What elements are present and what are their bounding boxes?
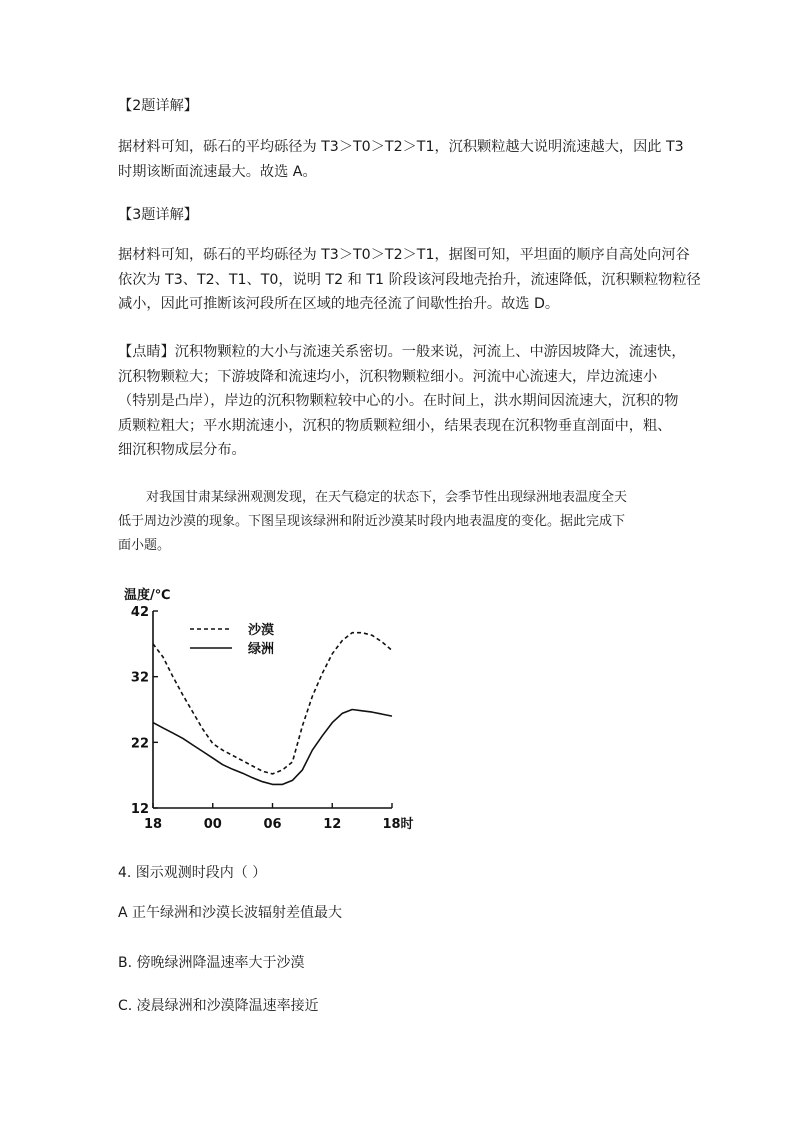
heading-text: 【2题详解】 <box>118 98 198 114</box>
x-tick-label: 00 <box>203 817 222 832</box>
paragraph-line: 沉积物颗粒大；下游坡降和流速均小，沉积物颗粒细小。河流中心流速大，岸边流速小 <box>118 368 658 385</box>
section-3-body <box>118 243 701 317</box>
y-tick-label: 32 <box>130 670 149 686</box>
question-intro <box>118 486 678 558</box>
paragraph-line: 质颗粒粗大；平水期流速小，沉积的物质颗粒细小，结果表现在沉积物垂直剖面中，粗、 <box>118 417 672 434</box>
temperature-chart <box>110 580 430 840</box>
x-tick-label: 18 <box>143 817 163 832</box>
intro-line: 低于周边沙漠的现象。下图呈现该绿洲和附近沙漠某时段内地表温度的变化。据此完成下 <box>118 514 626 529</box>
section-2-heading <box>118 94 678 119</box>
y-axis-label: 温度/℃ <box>124 588 171 603</box>
paragraph-line: 据材料可知，砾石的平均砾径为 T3＞T0＞T2＞T1，据图可知，平坦面的顺序自高处向河谷 <box>118 247 690 263</box>
question-4-stem: 4. 图示观测时段内（ ） <box>118 865 267 881</box>
intro-line: 对我国甘肃某绿洲观测发现，在天气稳定的状态下，会季节性出现绿洲地表温度全天 <box>146 490 628 505</box>
section-3-heading <box>118 203 678 228</box>
x-tick-label: 18时 <box>382 817 414 832</box>
heading-text: 【3题详解】 <box>118 207 198 223</box>
paragraph-line: 据材料可知，砾石的平均砾径为 T3＞T0＞T2＞T1，沉积颗粒越大说明流速越大，因此 T3 <box>118 139 684 155</box>
paragraph-line: 减小，因此可推断该河段所在区域的地壳径流了间歇性抬升。故选 D。 <box>118 296 560 312</box>
chart-legend <box>190 622 274 657</box>
paragraph-line: 时期该断面流速最大。故选 A。 <box>118 163 317 180</box>
tip-paragraph <box>118 340 686 463</box>
x-tick-label: 12 <box>323 817 342 832</box>
option-b[interactable]: B. 傍晚绿洲降温速率大于沙漠 <box>118 955 305 971</box>
paragraph-line: 【点睛】沉积物颗粒的大小与流速关系密切。一般来说，河流上、中游因坡降大，流速快， <box>118 344 686 360</box>
paragraph-line: 细沉积物成层分布。 <box>118 442 246 458</box>
y-tick-label: 22 <box>130 736 149 752</box>
y-tick-label: 12 <box>130 802 149 817</box>
legend-label: 沙漠 <box>248 623 275 638</box>
paragraph-line: 依次为 T3、T2、T1、T0，说明 T2 和 T1 阶段该河段地壳抬升，流速降低，沉积颗粒物粒径 <box>118 271 701 288</box>
section-2-body <box>118 135 684 184</box>
y-tick-label: 42 <box>130 605 149 620</box>
option-c[interactable]: C. 凌晨绿洲和沙漠降温速率接近 <box>118 998 319 1014</box>
y-tick-labels <box>131 605 158 817</box>
paragraph-line: （特别是凸岸），岸边的沉积物颗粒较中心的小。在时间上，洪水期间因流速大，沉积的物 <box>118 393 679 409</box>
x-tick-label: 06 <box>263 817 282 832</box>
option-a[interactable]: A 正午绿洲和沙漠长波辐射差值最大 <box>118 905 343 921</box>
intro-line: 面小题。 <box>118 538 171 553</box>
legend-label: 绿洲 <box>248 642 275 657</box>
